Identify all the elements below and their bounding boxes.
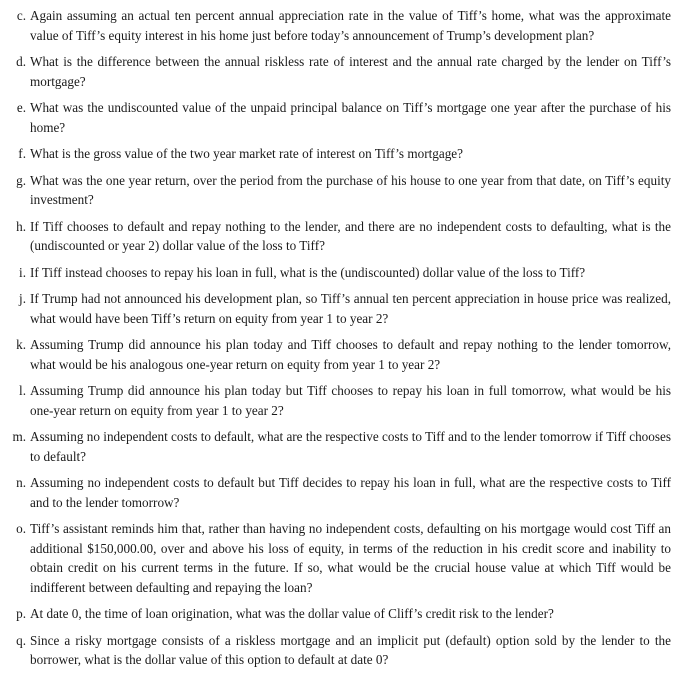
question-text: If Tiff chooses to default and repay nothing to the lender, and there are no independent costs to defaulting, what is the (undiscounted or year 2) dollar value of the loss to Tiff?: [30, 218, 671, 253]
question-letter: k.: [16, 337, 26, 352]
question-text: Again assuming an actual ten percent annual appreciation rate in the value of Tiff’s home, what was the approximate value of Tiff’s equity interest in his home just before today’s announcement of Trump’s development plan?: [30, 8, 671, 43]
question-text: If Tiff instead chooses to repay his loan in full, what is the (undiscounted) dollar value of the loss to Tiff?: [30, 264, 586, 280]
question-letter: i.: [19, 264, 26, 280]
question-letter: l.: [19, 383, 26, 398]
question-text: Tiff’s assistant reminds him that, rather than having no independent costs, defaulting on his mortgage would cost Tiff an additional $150,000.00, over and above his loss of equity, in terms of the reduction in his credit score and inability to obtain credit on his current terms in the future. If so, what would be the crucial house value at which Tiff would be indifferent between defaulting and repaying the loan?: [30, 521, 671, 595]
question-item-i: [0, 263, 675, 283]
question-letter: g.: [16, 172, 26, 188]
question-text: What is the gross value of the two year market rate of interest on Tiff’s mortgage?: [30, 146, 463, 161]
question-text: Assuming no independent costs to default but Tiff decides to repay his loan in full, what are the respective costs to Tiff and to the lender tomorrow?: [30, 475, 671, 510]
question-letter: n.: [16, 475, 26, 490]
question-item-m: [0, 427, 675, 466]
question-letter: q.: [16, 632, 26, 648]
question-text: What is the difference between the annual riskless rate of interest and the annual rate charged by the lender on Tiff’s mortgage?: [30, 54, 671, 89]
question-letter: h.: [16, 218, 26, 234]
question-item-o: [0, 519, 675, 597]
question-item-f: [0, 144, 675, 164]
question-text: Assuming no independent costs to default, what are the respective costs to Tiff and to the lender tomorrow if Tiff chooses to default?: [30, 429, 671, 464]
question-list: [0, 6, 675, 670]
question-item-d: [0, 52, 675, 91]
question-text: If Trump had not announced his development plan, so Tiff’s annual ten percent appreciation in house price was realized, what would have been Tiff’s return on equity from year 1 to year 2?: [30, 291, 671, 326]
question-text: Assuming Trump did announce his plan today and Tiff chooses to default and repay nothing to the lender tomorrow, what would be his analogous one-year return on equity from year 1 to year 2?: [30, 337, 671, 372]
question-text: What was the one year return, over the period from the purchase of his house to one year from that date, on Tiff’s equity investment?: [30, 172, 671, 207]
question-item-n: [0, 473, 675, 512]
question-text: At date 0, the time of loan origination, what was the dollar value of Cliff’s credit risk to the lender?: [30, 606, 554, 621]
question-letter: p.: [16, 606, 26, 621]
question-item-l: [0, 381, 675, 420]
question-letter: o.: [16, 521, 26, 536]
question-letter: f.: [18, 146, 26, 161]
question-item-h: [0, 217, 675, 256]
question-text: Assuming Trump did announce his plan today but Tiff chooses to repay his loan in full tomorrow, what would be his one-year return on equity from year 1 to year 2?: [30, 383, 671, 418]
question-text: What was the undiscounted value of the unpaid principal balance on Tiff’s mortgage one year after the purchase of his home?: [30, 100, 671, 135]
question-item-j: [0, 289, 675, 328]
question-letter: m.: [12, 429, 26, 444]
question-letter: c.: [16, 8, 26, 23]
question-text: Since a risky mortgage consists of a riskless mortgage and an implicit put (default) option sold by the lender to the borrower, what is the dollar value of this option to default at date 0?: [30, 632, 671, 667]
question-item-k: [0, 335, 675, 374]
question-letter: e.: [16, 100, 26, 115]
question-letter: j.: [19, 291, 26, 306]
question-item-e: [0, 98, 675, 137]
question-letter: d.: [16, 54, 26, 69]
question-item-q: [0, 631, 675, 670]
question-item-g: [0, 171, 675, 210]
question-item-c: [0, 6, 675, 45]
question-item-p: [0, 604, 675, 624]
